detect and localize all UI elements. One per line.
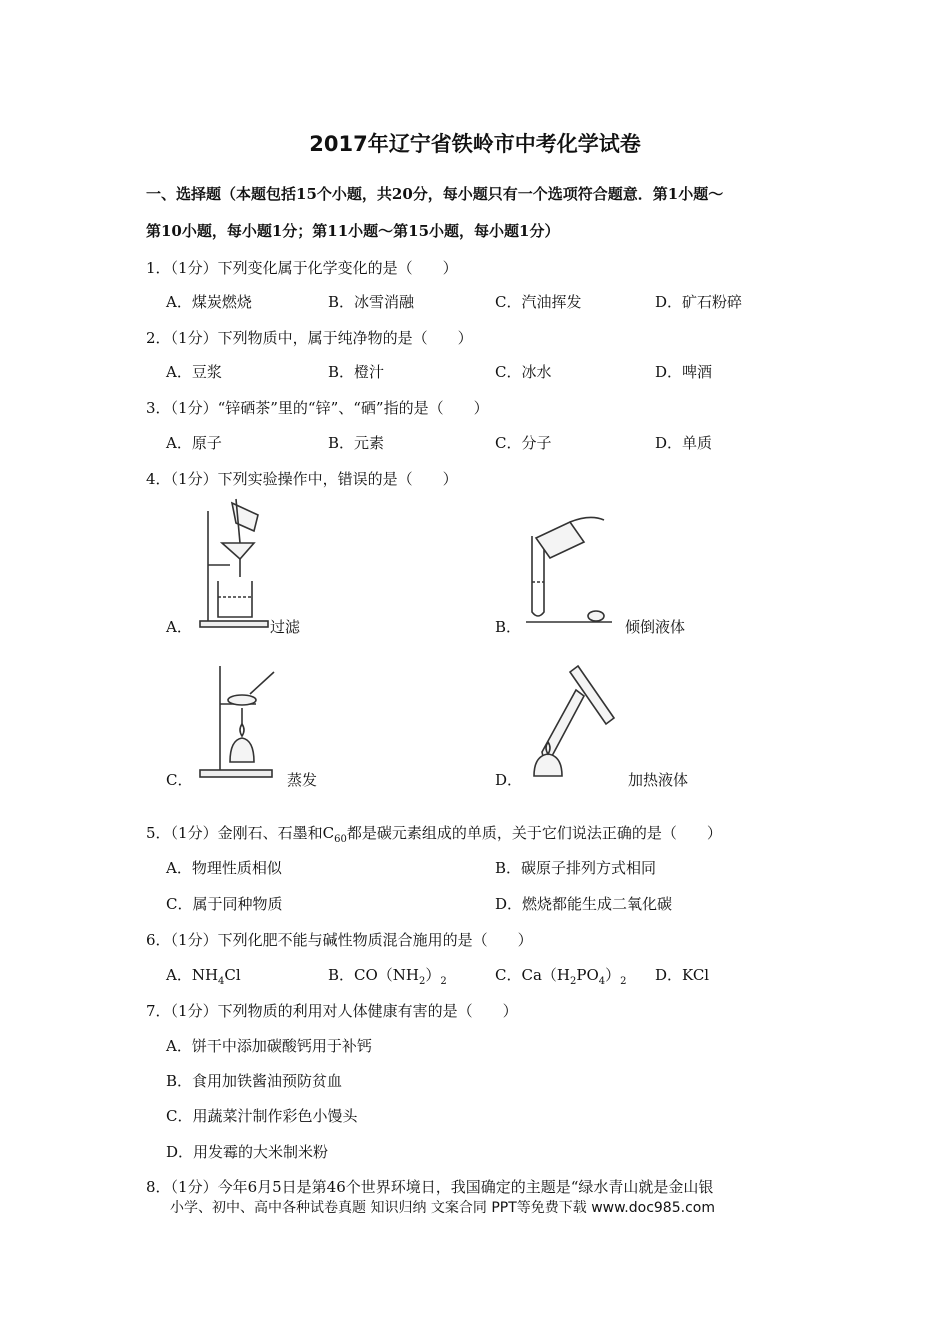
q7-option-c[interactable]: C．用蔬菜汁制作彩色小馒头: [166, 1107, 358, 1125]
q5-option-c[interactable]: C．属于同种物质: [166, 895, 283, 913]
q6-option-b[interactable]: B．$CO(NH_2)_2$: [328, 966, 447, 987]
question-6: 6．（1分）下列化肥不能与碱性物质混合施用的是（ ）: [146, 931, 533, 949]
footer-text: 小学、初中、高中各种试卷真题 知识归纳 文案合同 PPT等免费下载 www.doc985.com: [170, 1200, 715, 1216]
filtration-illustration: [196, 497, 276, 631]
question-2: 2．（1分）下列物质中，属于纯净物的是（ ）: [146, 329, 473, 347]
q4-option-c-label: 蒸发: [287, 771, 318, 789]
q4-option-a-label: 过滤: [270, 618, 301, 636]
q5-option-d[interactable]: D．燃烧都能生成二氧化碳: [495, 895, 673, 913]
section-heading-line2: 第10小题，每小题1分；第11小题～第15小题，每小题1分）: [146, 222, 560, 240]
q7-option-b[interactable]: B．食用加铁酱油预防贫血: [166, 1072, 343, 1090]
question-7: 7．（1分）下列物质的利用对人体健康有害的是（ ）: [146, 1002, 518, 1020]
q4-option-c[interactable]: C．: [166, 771, 193, 789]
q1-option-c[interactable]: C．汽油挥发: [495, 293, 582, 311]
heating-liquid-illustration: [522, 660, 622, 780]
q2-option-c[interactable]: C．冰水: [495, 363, 552, 381]
question-3: 3．（1分）“锌硒茶”里的“锌”、“硒”指的是（ ）: [146, 399, 489, 417]
q6-option-c[interactable]: C．$Ca(H_2PO_4)_2$: [495, 966, 627, 987]
q1-option-d[interactable]: D．矿石粉碎: [655, 293, 743, 311]
q4-option-a[interactable]: A．: [166, 618, 192, 636]
q3-option-b[interactable]: B．元素: [328, 434, 385, 452]
q1-option-b[interactable]: B．冰雪消融: [328, 293, 415, 311]
q2-option-d[interactable]: D．啤酒: [655, 363, 713, 381]
q7-option-d[interactable]: D．用发霉的大米制米粉: [166, 1143, 329, 1161]
page-title: 2017年辽宁省铁岭市中考化学试卷: [309, 132, 641, 156]
q4-option-d[interactable]: D．: [495, 771, 523, 789]
q5-option-b[interactable]: B．碳原子排列方式相同: [495, 859, 657, 877]
q1-option-a[interactable]: A．煤炭燃烧: [166, 293, 252, 311]
question-1: 1．（1分）下列变化属于化学变化的是（ ）: [146, 259, 458, 277]
q2-option-a[interactable]: A．豆浆: [166, 363, 222, 381]
q6-option-d[interactable]: D．KCl: [655, 966, 710, 984]
q2-option-b[interactable]: B．橙汁: [328, 363, 385, 381]
evaporation-illustration: [196, 658, 286, 782]
q6-option-a[interactable]: A．$NH_4Cl$: [166, 966, 241, 987]
q4-option-b-label: 倾倒液体: [625, 618, 686, 636]
question-8: 8．（1分）今年6月5日是第46个世界环境日，我国确定的主题是“绿水青山就是金山银: [146, 1178, 714, 1196]
q5-option-a[interactable]: A．物理性质相似: [166, 859, 282, 877]
pouring-liquid-illustration: [520, 512, 620, 624]
q3-option-c[interactable]: C．分子: [495, 434, 552, 452]
q3-option-d[interactable]: D．单质: [655, 434, 713, 452]
q7-option-a[interactable]: A．饼干中添加碳酸钙用于补钙: [166, 1037, 372, 1055]
q4-option-b[interactable]: B．: [495, 618, 522, 636]
question-5: 5．（1分）金刚石、石墨和$C_{60}$都是碳元素组成的单质，关于它们说法正确的是（ ）: [146, 824, 722, 845]
q4-option-d-label: 加热液体: [628, 771, 689, 789]
section-heading-line1: 一、选择题（本题包括15个小题，共20分，每小题只有一个选项符合题意．第1小题～: [146, 185, 724, 203]
question-4: 4．（1分）下列实验操作中，错误的是（ ）: [146, 470, 458, 488]
q3-option-a[interactable]: A．原子: [166, 434, 222, 452]
